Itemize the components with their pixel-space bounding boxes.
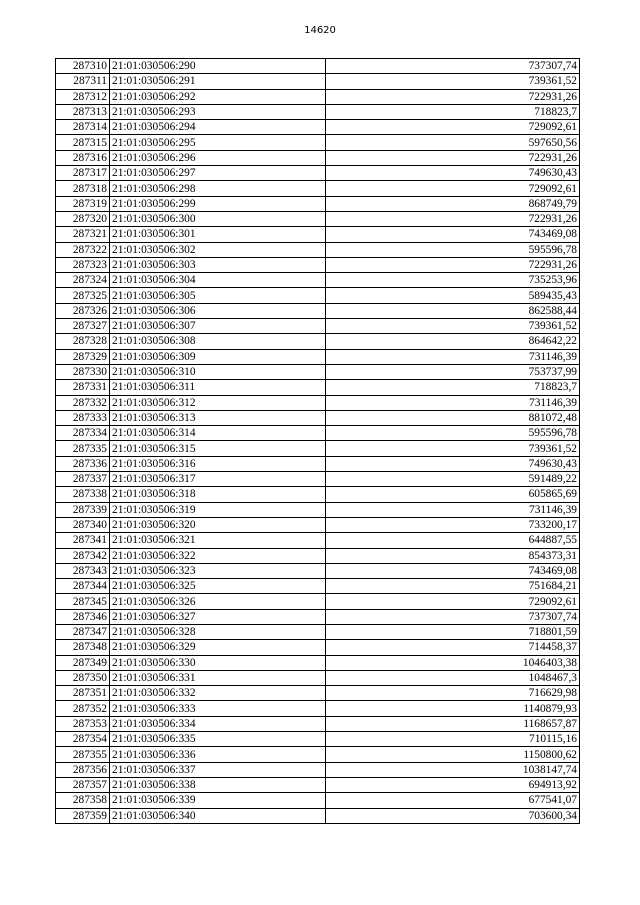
cadastral-number-cell: 21:01:030506:316 — [110, 456, 326, 471]
row-number-cell: 287320 — [56, 211, 110, 226]
table-row — [56, 548, 580, 563]
cadastral-number-cell: 21:01:030506:330 — [110, 655, 326, 670]
table-row — [56, 74, 580, 89]
row-number-cell: 287340 — [56, 517, 110, 532]
cadastral-number-cell: 21:01:030506:296 — [110, 150, 326, 165]
table-row — [56, 472, 580, 487]
table-row — [56, 579, 580, 594]
cadastral-value-cell: 644887,55 — [326, 533, 580, 548]
cadastral-value-cell: 722931,26 — [326, 257, 580, 272]
table-row — [56, 533, 580, 548]
cadastral-number-cell: 21:01:030506:315 — [110, 441, 326, 456]
row-number-cell: 287312 — [56, 89, 110, 104]
row-number-cell: 287310 — [56, 59, 110, 74]
row-number-cell: 287317 — [56, 166, 110, 181]
cadastral-value-cell: 751684,21 — [326, 579, 580, 594]
cadastral-number-cell: 21:01:030506:301 — [110, 227, 326, 242]
cadastral-value-cell: 854373,31 — [326, 548, 580, 563]
table-row — [56, 166, 580, 181]
cadastral-number-cell: 21:01:030506:297 — [110, 166, 326, 181]
cadastral-value-cell: 737307,74 — [326, 609, 580, 624]
cadastral-value-cell: 716629,98 — [326, 686, 580, 701]
cadastral-number-cell: 21:01:030506:326 — [110, 594, 326, 609]
cadastral-value-cell: 718823,7 — [326, 104, 580, 119]
cadastral-number-cell: 21:01:030506:334 — [110, 716, 326, 731]
cadastral-number-cell: 21:01:030506:293 — [110, 104, 326, 119]
cadastral-number-cell: 21:01:030506:310 — [110, 364, 326, 379]
cadastral-number-cell: 21:01:030506:320 — [110, 517, 326, 532]
cadastral-value-cell: 677541,07 — [326, 793, 580, 808]
cadastral-value-cell: 722931,26 — [326, 150, 580, 165]
cadastral-number-cell: 21:01:030506:328 — [110, 624, 326, 639]
cadastral-value-cell: 862588,44 — [326, 303, 580, 318]
row-number-cell: 287346 — [56, 609, 110, 624]
table-row — [56, 686, 580, 701]
row-number-cell: 287324 — [56, 273, 110, 288]
cadastral-value-cell: 729092,61 — [326, 120, 580, 135]
table-row — [56, 59, 580, 74]
table-row — [56, 104, 580, 119]
cadastral-value-table — [55, 58, 580, 824]
row-number-cell: 287311 — [56, 74, 110, 89]
row-number-cell: 287321 — [56, 227, 110, 242]
row-number-cell: 287316 — [56, 150, 110, 165]
table-row — [56, 777, 580, 792]
cadastral-value-cell: 1038147,74 — [326, 762, 580, 777]
cadastral-number-cell: 21:01:030506:294 — [110, 120, 326, 135]
table-row — [56, 334, 580, 349]
cadastral-number-cell: 21:01:030506:299 — [110, 196, 326, 211]
row-number-cell: 287333 — [56, 410, 110, 425]
table-row — [56, 441, 580, 456]
cadastral-value-cell: 749630,43 — [326, 166, 580, 181]
cadastral-value-cell: 605865,69 — [326, 487, 580, 502]
table-row — [56, 762, 580, 777]
table-row — [56, 257, 580, 272]
cadastral-number-cell: 21:01:030506:295 — [110, 135, 326, 150]
cadastral-value-cell: 753737,99 — [326, 364, 580, 379]
row-number-cell: 287350 — [56, 670, 110, 685]
cadastral-number-cell: 21:01:030506:333 — [110, 701, 326, 716]
table-row — [56, 227, 580, 242]
cadastral-number-cell: 21:01:030506:292 — [110, 89, 326, 104]
cadastral-number-cell: 21:01:030506:323 — [110, 563, 326, 578]
table-row — [56, 502, 580, 517]
table-row — [56, 410, 580, 425]
cadastral-value-cell: 735253,96 — [326, 273, 580, 288]
row-number-cell: 287349 — [56, 655, 110, 670]
table-row — [56, 716, 580, 731]
table-row — [56, 747, 580, 762]
cadastral-value-cell: 749630,43 — [326, 456, 580, 471]
cadastral-number-cell: 21:01:030506:308 — [110, 334, 326, 349]
cadastral-number-cell: 21:01:030506:307 — [110, 319, 326, 334]
row-number-cell: 287354 — [56, 732, 110, 747]
row-number-cell: 287345 — [56, 594, 110, 609]
table-row — [56, 349, 580, 364]
table-row — [56, 288, 580, 303]
cadastral-number-cell: 21:01:030506:319 — [110, 502, 326, 517]
cadastral-number-cell: 21:01:030506:322 — [110, 548, 326, 563]
cadastral-value-cell: 1150800,62 — [326, 747, 580, 762]
table-row — [56, 242, 580, 257]
row-number-cell: 287348 — [56, 640, 110, 655]
row-number-cell: 287332 — [56, 395, 110, 410]
cadastral-number-cell: 21:01:030506:329 — [110, 640, 326, 655]
table-row — [56, 701, 580, 716]
cadastral-number-cell: 21:01:030506:312 — [110, 395, 326, 410]
cadastral-value-cell: 737307,74 — [326, 59, 580, 74]
cadastral-number-cell: 21:01:030506:325 — [110, 579, 326, 594]
cadastral-number-cell: 21:01:030506:321 — [110, 533, 326, 548]
table-row — [56, 517, 580, 532]
table-row — [56, 181, 580, 196]
cadastral-value-cell: 714458,37 — [326, 640, 580, 655]
table-row — [56, 89, 580, 104]
table-row — [56, 196, 580, 211]
row-number-cell: 287327 — [56, 319, 110, 334]
row-number-cell: 287336 — [56, 456, 110, 471]
row-number-cell: 287323 — [56, 257, 110, 272]
cadastral-number-cell: 21:01:030506:317 — [110, 472, 326, 487]
cadastral-number-cell: 21:01:030506:291 — [110, 74, 326, 89]
cadastral-value-cell: 739361,52 — [326, 319, 580, 334]
table-row — [56, 808, 580, 823]
cadastral-number-cell: 21:01:030506:305 — [110, 288, 326, 303]
cadastral-value-cell: 722931,26 — [326, 211, 580, 226]
cadastral-value-cell: 1048467,3 — [326, 670, 580, 685]
cadastral-number-cell: 21:01:030506:339 — [110, 793, 326, 808]
row-number-cell: 287337 — [56, 472, 110, 487]
cadastral-value-cell: 703600,34 — [326, 808, 580, 823]
row-number-cell: 287328 — [56, 334, 110, 349]
cadastral-number-cell: 21:01:030506:338 — [110, 777, 326, 792]
cadastral-number-cell: 21:01:030506:303 — [110, 257, 326, 272]
table-row — [56, 364, 580, 379]
table-row — [56, 303, 580, 318]
table-row — [56, 624, 580, 639]
row-number-cell: 287357 — [56, 777, 110, 792]
cadastral-number-cell: 21:01:030506:304 — [110, 273, 326, 288]
table-row — [56, 655, 580, 670]
cadastral-value-cell: 589435,43 — [326, 288, 580, 303]
table-row — [56, 609, 580, 624]
cadastral-value-cell: 597650,56 — [326, 135, 580, 150]
row-number-cell: 287314 — [56, 120, 110, 135]
row-number-cell: 287355 — [56, 747, 110, 762]
cadastral-value-cell: 733200,17 — [326, 517, 580, 532]
cadastral-value-cell: 694913,92 — [326, 777, 580, 792]
table-row — [56, 135, 580, 150]
cadastral-number-cell: 21:01:030506:327 — [110, 609, 326, 624]
cadastral-number-cell: 21:01:030506:298 — [110, 181, 326, 196]
row-number-cell: 287341 — [56, 533, 110, 548]
row-number-cell: 287322 — [56, 242, 110, 257]
row-number-cell: 287338 — [56, 487, 110, 502]
cadastral-value-cell: 864642,22 — [326, 334, 580, 349]
cadastral-value-cell: 718801,59 — [326, 624, 580, 639]
cadastral-value-cell: 743469,08 — [326, 227, 580, 242]
table-row — [56, 640, 580, 655]
table-body — [56, 59, 580, 824]
cadastral-number-cell: 21:01:030506:306 — [110, 303, 326, 318]
row-number-cell: 287319 — [56, 196, 110, 211]
page-number: 14620 — [304, 25, 336, 36]
cadastral-number-cell: 21:01:030506:314 — [110, 426, 326, 441]
cadastral-value-cell: 868749,79 — [326, 196, 580, 211]
cadastral-number-cell: 21:01:030506:318 — [110, 487, 326, 502]
row-number-cell: 287339 — [56, 502, 110, 517]
table-row — [56, 793, 580, 808]
table-row — [56, 456, 580, 471]
table-row — [56, 487, 580, 502]
table-row — [56, 670, 580, 685]
row-number-cell: 287325 — [56, 288, 110, 303]
cadastral-number-cell: 21:01:030506:300 — [110, 211, 326, 226]
cadastral-value-cell: 743469,08 — [326, 563, 580, 578]
cadastral-number-cell: 21:01:030506:313 — [110, 410, 326, 425]
cadastral-value-cell: 731146,39 — [326, 349, 580, 364]
cadastral-value-cell: 729092,61 — [326, 181, 580, 196]
table-row — [56, 120, 580, 135]
cadastral-value-cell: 731146,39 — [326, 395, 580, 410]
cadastral-value-cell: 1168657,87 — [326, 716, 580, 731]
row-number-cell: 287359 — [56, 808, 110, 823]
cadastral-value-cell: 710115,16 — [326, 732, 580, 747]
cadastral-value-cell: 731146,39 — [326, 502, 580, 517]
table-row — [56, 395, 580, 410]
cadastral-number-cell: 21:01:030506:336 — [110, 747, 326, 762]
row-number-cell: 287351 — [56, 686, 110, 701]
cadastral-value-cell: 739361,52 — [326, 74, 580, 89]
cadastral-number-cell: 21:01:030506:309 — [110, 349, 326, 364]
row-number-cell: 287331 — [56, 380, 110, 395]
row-number-cell: 287313 — [56, 104, 110, 119]
row-number-cell: 287358 — [56, 793, 110, 808]
row-number-cell: 287335 — [56, 441, 110, 456]
cadastral-value-cell: 1140879,93 — [326, 701, 580, 716]
row-number-cell: 287352 — [56, 701, 110, 716]
row-number-cell: 287343 — [56, 563, 110, 578]
cadastral-value-cell: 595596,78 — [326, 426, 580, 441]
cadastral-value-cell: 722931,26 — [326, 89, 580, 104]
cadastral-number-cell: 21:01:030506:340 — [110, 808, 326, 823]
table-row — [56, 273, 580, 288]
row-number-cell: 287342 — [56, 548, 110, 563]
cadastral-number-cell: 21:01:030506:337 — [110, 762, 326, 777]
row-number-cell: 287344 — [56, 579, 110, 594]
row-number-cell: 287347 — [56, 624, 110, 639]
row-number-cell: 287356 — [56, 762, 110, 777]
table-row — [56, 732, 580, 747]
table-row — [56, 426, 580, 441]
row-number-cell: 287326 — [56, 303, 110, 318]
table-row — [56, 563, 580, 578]
cadastral-value-cell: 595596,78 — [326, 242, 580, 257]
table-row — [56, 319, 580, 334]
cadastral-value-cell: 739361,52 — [326, 441, 580, 456]
table-row — [56, 594, 580, 609]
row-number-cell: 287334 — [56, 426, 110, 441]
table-row — [56, 150, 580, 165]
table-row — [56, 380, 580, 395]
cadastral-number-cell: 21:01:030506:335 — [110, 732, 326, 747]
cadastral-value-cell: 881072,48 — [326, 410, 580, 425]
row-number-cell: 287329 — [56, 349, 110, 364]
cadastral-number-cell: 21:01:030506:332 — [110, 686, 326, 701]
cadastral-number-cell: 21:01:030506:311 — [110, 380, 326, 395]
row-number-cell: 287330 — [56, 364, 110, 379]
cadastral-value-cell: 1046403,38 — [326, 655, 580, 670]
cadastral-number-cell: 21:01:030506:302 — [110, 242, 326, 257]
cadastral-value-cell: 718823,7 — [326, 380, 580, 395]
cadastral-number-cell: 21:01:030506:331 — [110, 670, 326, 685]
cadastral-value-cell: 729092,61 — [326, 594, 580, 609]
cadastral-number-cell: 21:01:030506:290 — [110, 59, 326, 74]
cadastral-value-cell: 591489,22 — [326, 472, 580, 487]
row-number-cell: 287353 — [56, 716, 110, 731]
table-row — [56, 211, 580, 226]
row-number-cell: 287318 — [56, 181, 110, 196]
row-number-cell: 287315 — [56, 135, 110, 150]
